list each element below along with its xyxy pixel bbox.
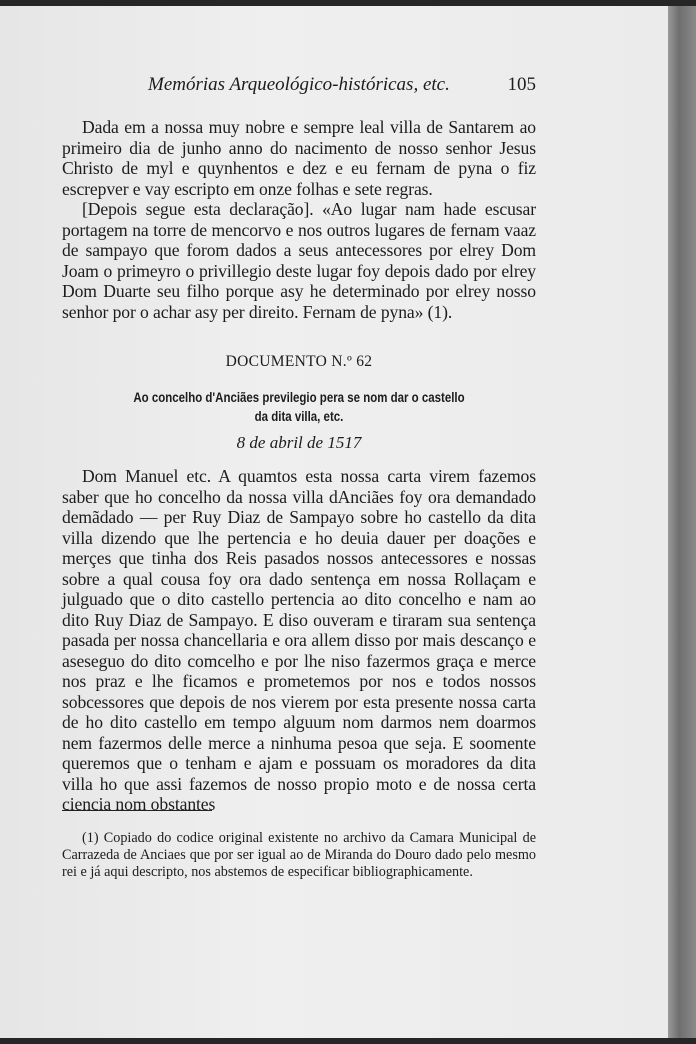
document-title xyxy=(105,388,494,426)
running-title: Memórias Arqueológico-históricas, etc. xyxy=(148,74,450,95)
document-label: DOCUMENTO N.º 62 xyxy=(225,353,373,370)
document-body-text: Dom Manuel etc. A quamtos esta nossa carta virem fazemos saber que ho concelho da nossa villa dAnciães foy ora demandado demãdado — per Ruy Diaz de Sampayo sobre ho castello da dita villa dizendo que lhe pertencia e ho deuia dauer per doações e merçes que tinha dos Reis pasados nossos antecessores e nossas sobre a qual cousa foy ora dado sentença em nossa Rollaçam e julguado que o dito castello pertencia ao dito concelho e nam ao dito Ruy Diaz de Sampayo. E diso ouveram e tiraram sua sentença pasada per nossa chancellaria e ora allem disso por mais descanço e aseseguo do dito comcelho e por lhe niso fazermos graça e merce nos praz e lhe ficamos e prometemos por nos e todos nossos sobcessores que depois de nos vierem por esta presente nossa carta de ho dito castello em tempo alguum nom darmos nem doarmos nem fazermos delle merce a ninhuma pesoa que seja. E soomente queremos que o tenham e ajam e possuam os moradores da dita villa ho que assi fazemos de nosso propio moto e de nossa certa ciencia nom obstantes xyxy=(62,466,536,814)
footnote-rule xyxy=(62,810,212,811)
page-edge xyxy=(668,6,696,1038)
paragraph-dada: Dada em a nossa muy nobre e sempre leal villa de Santarem ao primeiro dia de junho anno do nacimento de nosso senhor Jesus Christo de myl e quynhentos e dez e eu fernam de pyna o fiz escrepver e vay escripto em onze folhas e sete regras. xyxy=(62,117,536,199)
document-date: 8 de abril de 1517 xyxy=(236,433,362,452)
document-body xyxy=(62,466,536,815)
page-number: 105 xyxy=(507,74,536,95)
paragraph-declaracao: [Depois segue esta declaração]. «Ao lugar nam hade escusar portagem na torre de mencorvo e nos outros lugares de fernam vaaz de sampayo que forom dados a seus antecessores por elrey Dom Joam o primeyro o privillegio deste lugar foy depois dado por elrey Dom Duarte seu filho porque asy he determinado por elrey nosso senhor por o achar asy per direito. Fernam de pyna» (1). xyxy=(62,199,536,322)
document-title-line-2: da dita villa, etc. xyxy=(254,408,344,424)
footnote: (1) Copiado do codice original existente no archivo da Camara Municipal de Carrazeda de Anciaes que por ser igual ao de Miranda do Douro dado pelo mesmo rei e já aqui descripto, nos abstemos de especificar bibliographicamente. xyxy=(62,830,536,880)
continued-text xyxy=(62,117,536,322)
document-title-line-1: Ao concelho d'Anciães previlegio pera se nom dar o castello xyxy=(133,389,465,405)
